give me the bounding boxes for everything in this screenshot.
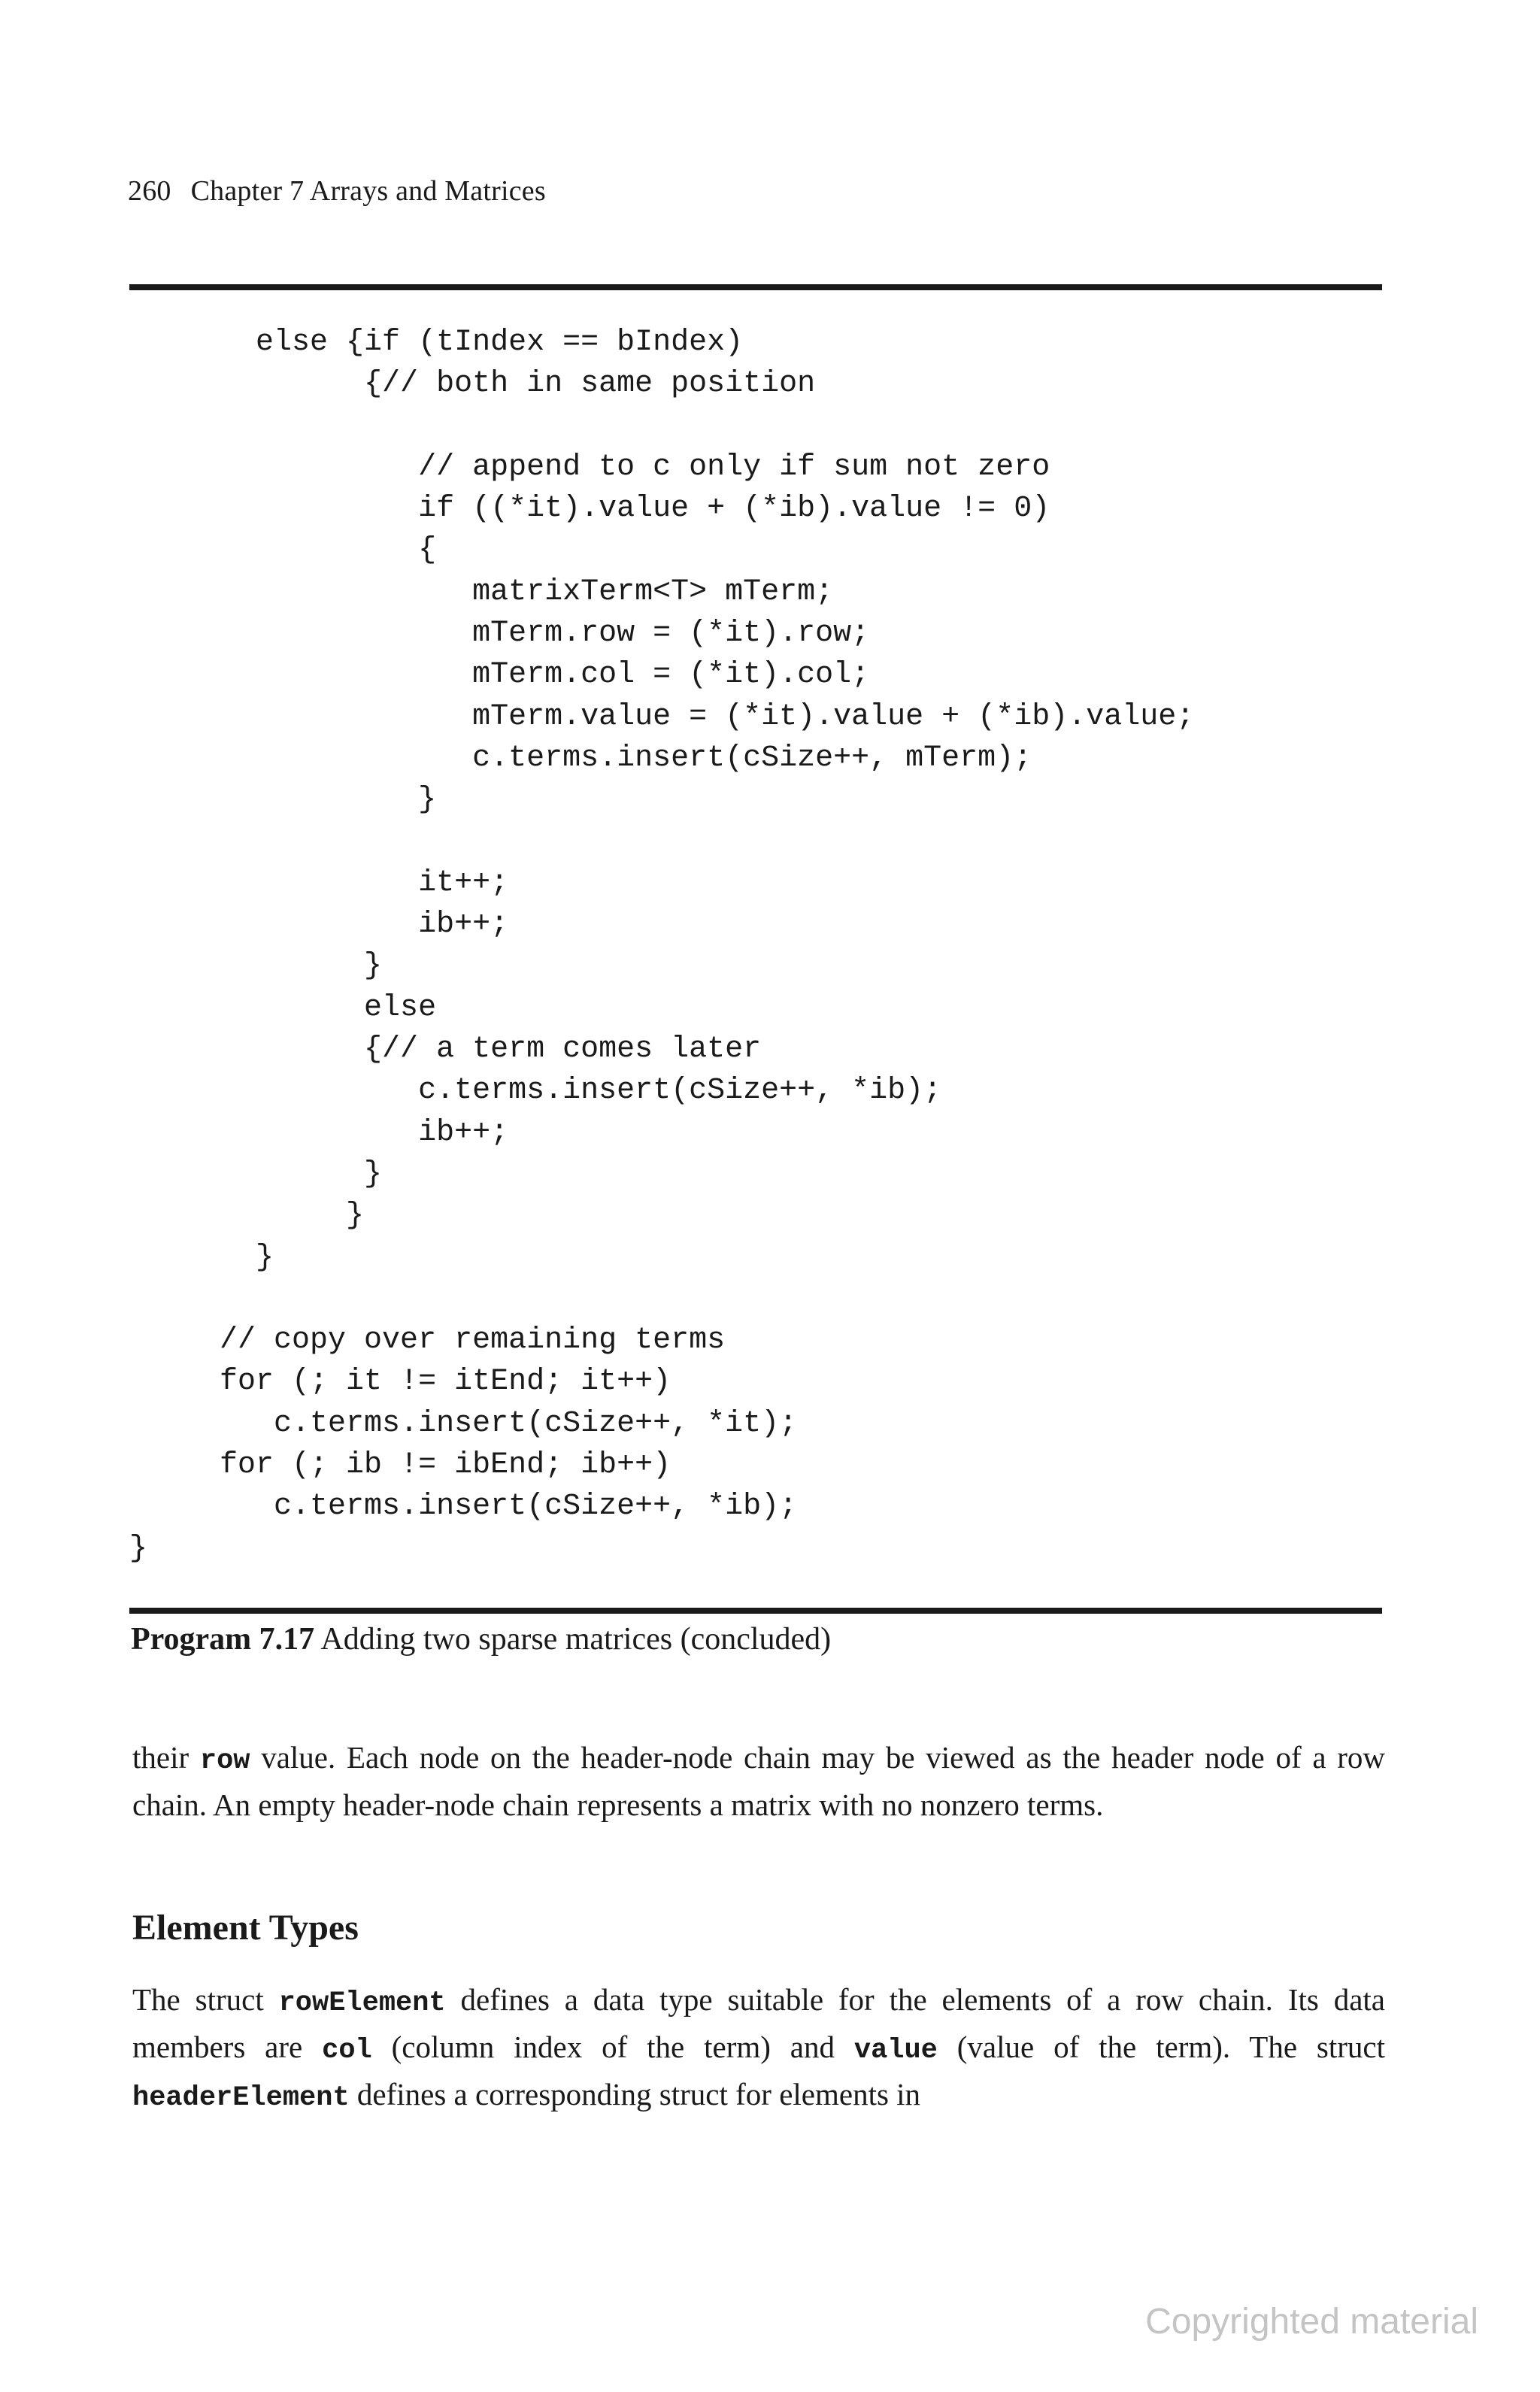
chapter-title: Chapter 7 Arrays and Matrices xyxy=(190,175,546,207)
top-rule xyxy=(129,284,1382,290)
code-line: c.terms.insert(cSize++, *it); xyxy=(129,1406,798,1441)
code-line: mTerm.row = (*it).row; xyxy=(129,617,870,651)
code-line: mTerm.col = (*it).col; xyxy=(129,658,870,693)
code-line: ib++; xyxy=(129,908,509,942)
inline-code: col xyxy=(322,2035,372,2066)
section-heading: Element Types xyxy=(132,1908,359,1948)
paragraph-text: their xyxy=(132,1740,200,1775)
code-line: c.terms.insert(cSize++, mTerm); xyxy=(129,741,1032,775)
copyright-watermark: Copyrighted material xyxy=(1145,2302,1478,2342)
code-line: {// both in same position xyxy=(129,367,816,402)
code-line: c.terms.insert(cSize++, *ib); xyxy=(129,1490,798,1524)
code-line: } xyxy=(129,783,437,817)
caption-label: Program 7.17 xyxy=(131,1622,315,1657)
paragraph-text: value. Each node on the header-node chain may be viewed as the header node of a row chain. An empty header-node chain represents a matrix with no nonzero terms. xyxy=(132,1740,1385,1822)
page-number: 260 xyxy=(128,175,171,207)
paragraph-text: defines a corresponding struct for elements in xyxy=(349,2077,921,2112)
code-line: mTerm.value = (*it).value + (*ib).value; xyxy=(129,699,1195,734)
paragraph-text: (column index of the term) and xyxy=(371,2030,854,2064)
code-line: for (; it != itEnd; it++) xyxy=(129,1365,671,1399)
inline-code: row xyxy=(199,1745,250,1777)
code-listing xyxy=(129,322,1194,1569)
code-line: } xyxy=(129,1157,383,1191)
inline-code: headerElement xyxy=(132,2082,350,2114)
code-line: // copy over remaining terms xyxy=(129,1323,726,1358)
paragraph-text: defines a data type suitable for the elements of a row chain. Its data members are xyxy=(132,1982,1385,2064)
inline-code: rowElement xyxy=(278,1987,446,2019)
code-line: it++; xyxy=(129,866,509,900)
bottom-rule xyxy=(129,1608,1382,1614)
code-line: } xyxy=(129,1531,148,1566)
code-line: if ((*it).value + (*ib).value != 0) xyxy=(129,492,1050,526)
program-caption xyxy=(131,1621,831,1657)
code-line: matrixTerm<T> mTerm; xyxy=(129,575,834,609)
code-line: {// a term comes later xyxy=(129,1032,762,1067)
body-paragraph xyxy=(132,1736,1385,1827)
inline-code: value xyxy=(853,2035,938,2066)
caption-text: Adding two sparse matrices (concluded) xyxy=(320,1622,832,1657)
paragraph-text: (value of the term). The struct xyxy=(937,2030,1385,2064)
code-line xyxy=(129,405,1194,447)
code-line: { xyxy=(129,533,437,568)
body-paragraph xyxy=(132,1978,1385,2120)
code-line: else {if (tIndex == bIndex) xyxy=(129,326,744,359)
code-line: else xyxy=(129,990,437,1025)
code-line: } xyxy=(129,949,383,984)
code-line: // append to c only if sum not zero xyxy=(129,450,1050,484)
code-line: } xyxy=(129,1199,365,1233)
code-line: ib++; xyxy=(129,1115,509,1150)
code-line xyxy=(129,1278,1194,1320)
code-line: for (; ib != ibEnd; ib++) xyxy=(129,1448,671,1483)
code-line xyxy=(129,821,1194,863)
code-line: c.terms.insert(cSize++, *ib); xyxy=(129,1074,942,1108)
code-line: } xyxy=(129,1240,274,1275)
running-head xyxy=(128,174,546,208)
paragraph-text: The struct xyxy=(132,1982,279,2017)
